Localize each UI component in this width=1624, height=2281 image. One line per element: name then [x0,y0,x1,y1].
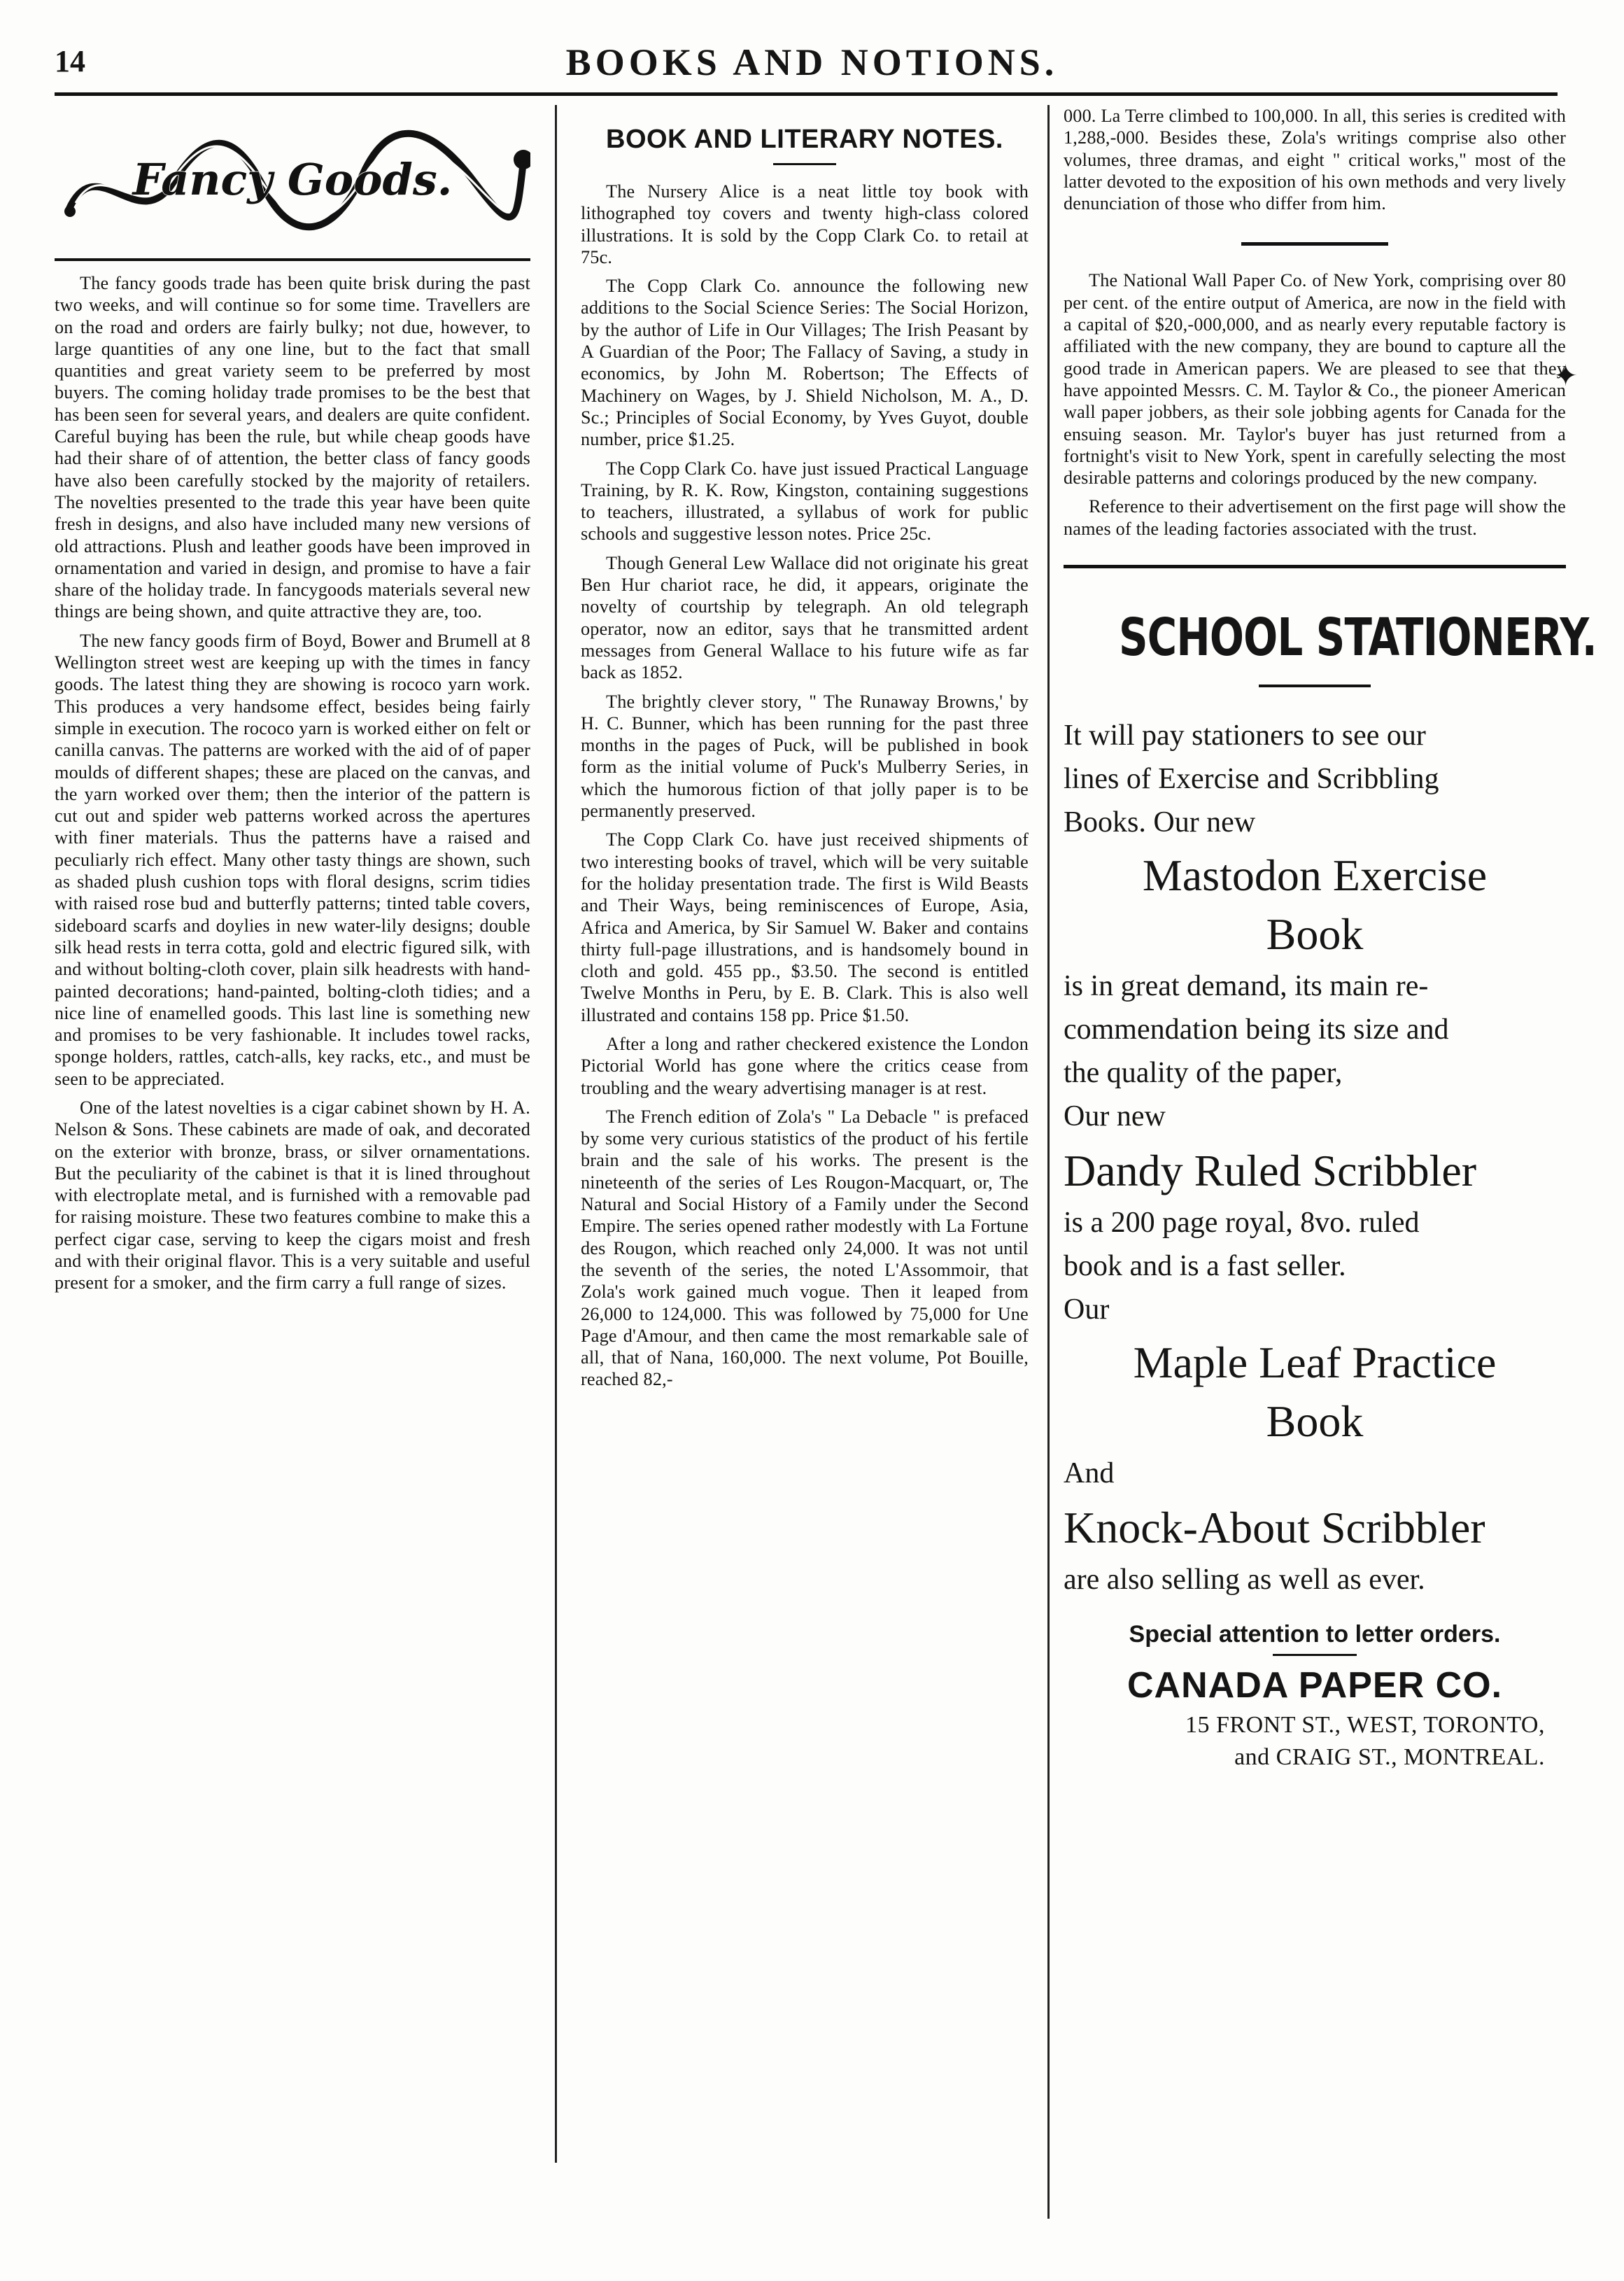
ad-product-dandy: Dandy Ruled Scribbler [1064,1146,1477,1196]
wallpaper-paragraph-1: The National Wall Paper Co. of New York, comprising over 80 per cent. of the entire output of America, are now in the field with a capital of $20,-000,000, and as nearly every reputable factory is affiliated with the new company, they are bound to capture all the good trade in American papers. We are pleased to see that they have appointed Messrs. C. M. Taylor & Co., the pioneer American wall paper jobbers, as their sole jobbing agents for Canada for the ensuing season. Mr. Taylor's buyer has just returned from a fortnight's visit to New York, spent in carefully selecting the most desirable patterns and colorings produced by the new company. [1064,270,1566,489]
banner-serpent-tail [64,206,76,217]
advertisement [1064,565,1597,1771]
ad-product-mastodon: Mastodon Exercise [1142,850,1488,901]
title-short-rule [773,163,836,165]
ad-product-maple-leaf: Maple Leaf Practice [1133,1338,1497,1388]
literary-note-2: The Copp Clark Co. announce the following new additions to the Social Science Series: The Social Horizon, by the author of Life in Our Villages; The Irish Peasant by A Guardian of the Poor; The Fallacy of Saving, a study in economics, by John M. Robertson; The Effects of Machinery on Wages, by J. Shield Nicholson, M. A., D. Sc.; Principles of Social Economy, by Yves Guyot, double number, price $1.25. [581,276,1029,450]
header-rule [55,92,1558,96]
ad-line-9: book and is a fast seller. [1064,1250,1346,1283]
ad-address-toronto: 15 FRONT ST., WEST, TORONTO, [1185,1712,1545,1739]
ad-line-4: is in great demand, its main re- [1064,970,1429,1003]
literary-note-8: The French edition of Zola's " La Debacle " is prefaced by some very curious statistics of the product of his fertile brain and the sale of his works. The present is the nineteenth of the series of Les Rougon-Macquart, or, The Natural and Social History of a Family under the Second Empire. The series opened rather modestly with La Fortune des Rougon, which reached only 24,000. It was not until the seventh of the series, the noted L'Assommoir, that Zola's work gained much vogue. Then it leaped from 26,000 to 124,000. This was followed by 75,000 for Une Page d'Amour, and then came the most remarkable sale of all, that of Nana, 160,000. The next volume, Pot Bouille, reached 82,- [581,1106,1029,1390]
ad-line-3: Books. Our new [1064,806,1256,839]
ad-special-attention: Special attention to letter orders. [1129,1621,1501,1648]
ad-title: SCHOOL STATIONERY. [1118,608,1597,668]
pointing-hand-icon: ✦ [1553,360,1579,393]
ad-mid-rule [1273,1654,1357,1656]
literary-note-5: The brightly clever story, " The Runaway Browns,' by H. C. Bunner, which has been running for the past three months in the pages of Puck, will be published in book form as the initial volume of Puck's Mulberry Series, in which the humorous fiction of that jolly paper is to be permanently preserved. [581,691,1029,822]
literary-note-3: The Copp Clark Co. have just issued Practical Language Training, by R. K. Row, Kingston, containing suggestions to teachers, illustrated, a syllabus of work for public schools and suggestive lesson notes. Price 25c. [581,458,1029,545]
literary-note-4: Though General Lew Wallace did not originate his great Ben Hur chariot race, he did, it appears, originate the novelty of courtship by telegraph. An old telegraph operator, now an editor, says that he transmitted ardent messages from General Wallace to his future wife as far back as 1852. [581,552,1029,683]
ad-line-5: commendation being its size and [1064,1013,1449,1046]
ad-line-12: are also selling as well as ever. [1064,1564,1425,1596]
ad-line-7: Our new [1064,1100,1166,1133]
ad-line-1: It will pay stationers to see our [1064,720,1426,752]
literary-note-1: The Nursery Alice is a neat little toy book with lithographed toy covers and twenty high-class colored illustrations. It is sold by the Copp Clark Co. to retail at 75c. [581,181,1029,267]
ad-line-11: And [1064,1457,1115,1490]
fancy-goods-paragraph-2: The new fancy goods firm of Boyd, Bower and Brumell at 8 Wellington street west are keeping up with the times in fancy goods. The latest thing they are showing is rococo yarn work. This produces a very handsome effect, besides being fairly simple in execution. The rococo yarn is worked either on felt or canilla canvas. The patterns are worked with the aid of of paper moulds of different shapes; these are placed on the canvas, and the yarn worked over them; then the interior of the pattern is cut out and spider web patterns worked across the apertures with finer materials. Thus the patterns have a raised and peculiarly rich effect. Many other tasty things are shown, such as shaded plush cushion tops with floral designs, scrim tidies with raised rose bud and butterfly patterns; tinted table covers, sideboard scarfs and doylies in new water-lily designs; double silk head rests in terra cotta, gold and electric figured silk, with and without bolting-cloth cover, plain silk headrests with hand-painted decorations; hand-painted, bolting-cloth tidies; and a nice line of enamelled goods. This last line is something new and promises to be very fashionable. It includes towel racks, sponge holders, rattles, catch-alls, key racks, etc., and must be seen to be appreciated. [55,630,530,1089]
banner-serpent-head [514,150,530,169]
ad-product-knock-about: Knock-About Scribbler [1064,1503,1485,1553]
ad-line-10: Our [1064,1293,1110,1326]
wallpaper-paragraph-2: Reference to their advertisement on the first page will show the names of the leading factories associated with the trust. [1064,496,1566,539]
literary-notes-title: BOOK AND LITERARY NOTES. [606,125,1003,154]
ad-product-maple-leaf-book: Book [1266,1396,1364,1447]
ad-line-6: the quality of the paper, [1064,1057,1343,1090]
fancy-goods-paragraph-1: The fancy goods trade has been quite brisk during the past two weeks, and will continue so for some time. Travellers are on the road and orders are fairly bulky; not due, however, to large quantities of any one line, but to the fact that small quantities and great variety seem to be preferred by most buyers. The coming holiday trade promises to be the best that has been seen for several years, and dealers are quite confident. Careful buying has been the rule, but while cheap goods have had their share of of attention, the better class of fancy goods have also been carefully stocked by the majority of retailers. The novelties presented to the trade this year have been quite fresh in designs, and also have included many new versions of old attractions. Plush and leather goods have been improved in ornamentation and varied in design, and promise to have a fair share of the holiday trade. In fancygoods materials several new things are being shown, and quite attractive they are, too. [55,273,530,622]
literary-note-7: After a long and rather checkered existence the London Pictorial World has gone where the critics cease from troubling and the weary advertising manager is at rest. [581,1033,1029,1098]
banner-rule [55,258,530,261]
column-divider-left [555,105,557,2163]
fancy-goods-paragraph-3: One of the latest novelties is a cigar cabinet shown by H. A. Nelson & Sons. These cabinets are made of oak, and decorated on the exterior with bronze, brass, or silver ornamentations. But the peculiarity of the cabinet is that it is lined throughout with electroplate metal, and is furnished with a removable pad for raising moisture. These two features combine to make this a perfect cigar case, serving to keep the cigars moist and fresh and with their original flavor. This is a very suitable and useful present for a smoker, and the firm carry a full range of sizes. [55,1097,530,1293]
ad-address-montreal: and CRAIG ST., MONTREAL. [1234,1744,1545,1771]
ad-company-name: CANADA PAPER CO. [1127,1665,1503,1706]
note-separator-rule [1241,242,1388,246]
ad-line-2: lines of Exercise and Scribbling [1064,763,1439,796]
ad-product-mastodon-book: Book [1266,909,1364,960]
column-divider-right [1047,105,1050,2219]
page-number: 14 [55,44,85,78]
right-column [1064,105,1597,1771]
left-column [55,105,530,1301]
ad-top-rule [1064,565,1566,568]
ad-title-rule [1259,685,1371,687]
banner-title: Fancy Goods. [132,154,453,205]
middle-column [581,105,1029,1398]
literary-note-6: The Copp Clark Co. have just received shipments of two interesting books of travel, which will be very suitable for the holiday presentation trade. The first is Wild Beasts and Their Ways, being reminiscences of Europe, Asia, Africa and America, by Sir Samuel W. Baker and contains thirty full-page illustrations, and is handsomely bound in cloth and gold. 455 pp., $3.50. The second is entitled Twelve Months in Peru, by E. B. Clark. This is also well illustrated and contains 158 pp. Price $1.50. [581,829,1029,1025]
fancy-goods-banner [55,105,530,245]
zola-continuation: 000. La Terre climbed to 100,000. In all, this series is credited with 1,288,-000. Besides these, Zola's writings comprise also other volumes, three dramas, and eight " critical works," most of the latter devoted to the exposition of his own methods and very lively denunciation of those who differ from him. [1064,106,1566,214]
running-title: BOOKS AND NOTIONS. [565,41,1059,83]
ad-line-8: is a 200 page royal, 8vo. ruled [1064,1207,1420,1240]
